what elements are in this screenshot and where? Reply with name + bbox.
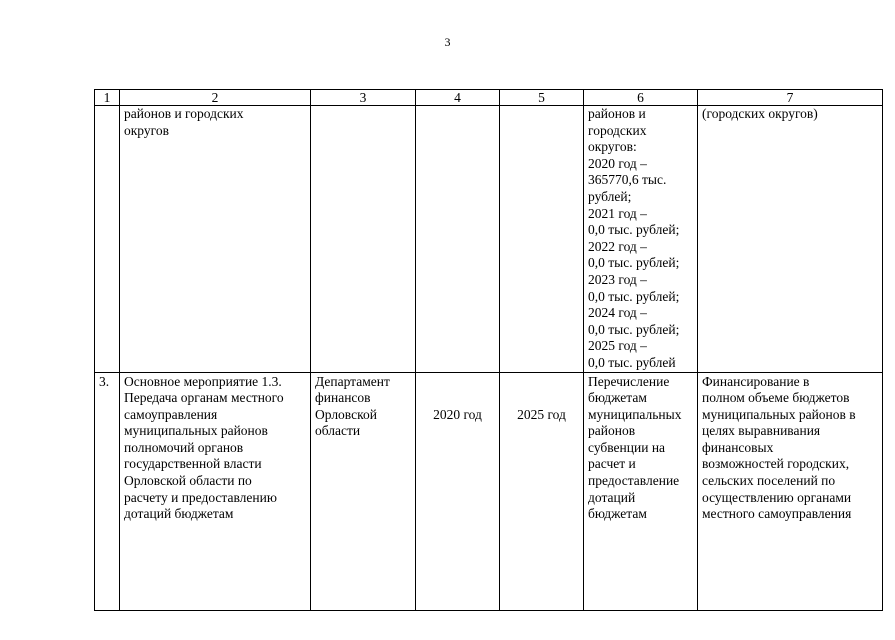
header-cell-1: 1 xyxy=(95,90,120,106)
event-name-cell: Основное мероприятие 1.3. Передача органам местного самоуправления муниципальных районов полномочий органов государственной власти Орловской области по расчету и предоставлению дотаций бюджетам xyxy=(120,372,311,610)
funding-cell: Перечисление бюджетам муниципальных районов субвенции на расчет и предоставление дотаций бюджетам xyxy=(584,372,698,610)
funding-cell: районов и городских округов: 2020 год – 365770,6 тыс. рублей; 2021 год – 0,0 тыс. рублей; 2022 год – 0,0 тыс. рублей; 2023 год – 0,0 тыс. рублей; 2024 год – 0,0 тыс. рублей; 2025 год – 0,0 тыс. рублей xyxy=(584,106,698,373)
end-year-cell xyxy=(500,106,584,373)
page-number: 3 xyxy=(444,35,451,49)
header-cell-4: 4 xyxy=(416,90,500,106)
row-number-cell: 3. xyxy=(95,372,120,610)
start-year-cell: 2020 год xyxy=(416,372,500,610)
document-table xyxy=(94,89,883,611)
executor-cell xyxy=(311,106,416,373)
table-header-row xyxy=(95,90,883,106)
header-cell-6: 6 xyxy=(584,90,698,106)
start-year-cell xyxy=(416,106,500,373)
header-cell-3: 3 xyxy=(311,90,416,106)
header-cell-5: 5 xyxy=(500,90,584,106)
event-name-cell: районов и городских округов xyxy=(120,106,311,373)
end-year-cell: 2025 год xyxy=(500,372,584,610)
executor-cell: Департамент финансов Орловской области xyxy=(311,372,416,610)
result-cell: (городских округов) xyxy=(698,106,883,373)
header-cell-7: 7 xyxy=(698,90,883,106)
header-cell-2: 2 xyxy=(120,90,311,106)
table-row xyxy=(95,372,883,610)
table-row xyxy=(95,106,883,373)
result-cell: Финансирование в полном объеме бюджетов муниципальных районов в целях выравнивания финансовых возможностей городских, сельских поселений по осуществлению органами местного самоуправления xyxy=(698,372,883,610)
row-number-cell xyxy=(95,106,120,373)
